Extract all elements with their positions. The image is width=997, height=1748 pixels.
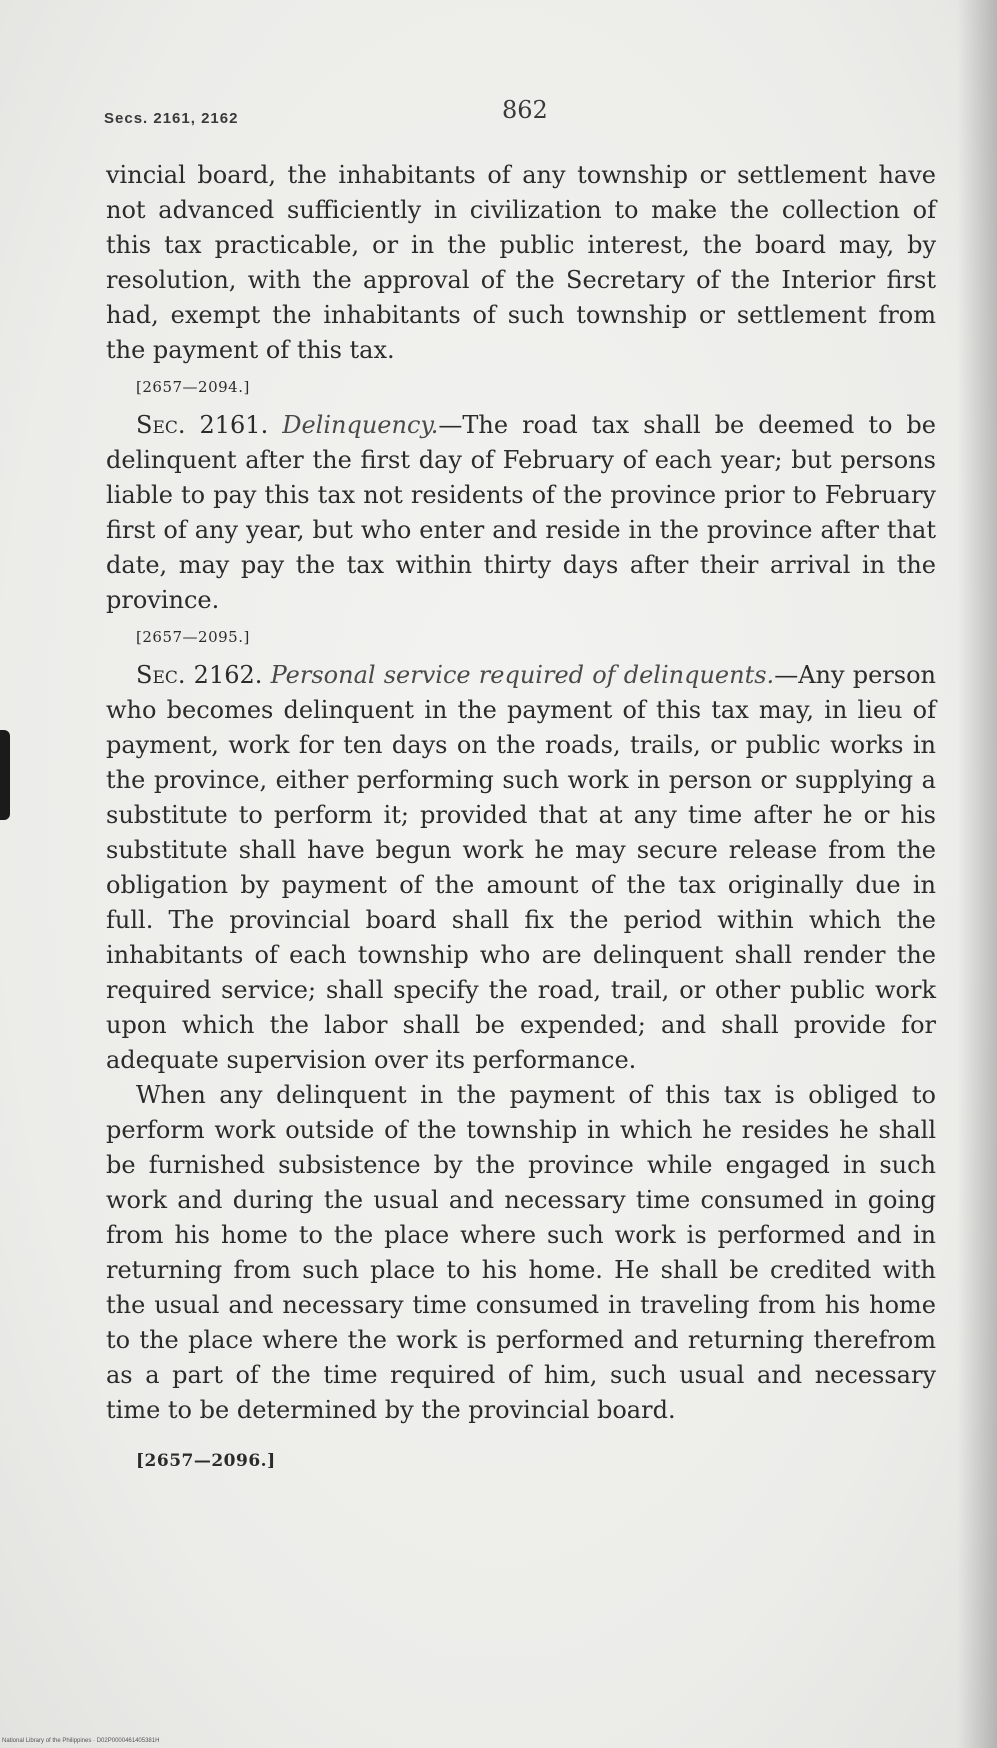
page-edge-shadow: [957, 0, 997, 1748]
section-2162: [106, 658, 936, 1078]
sections-reference: Secs. 2161, 2162: [104, 110, 239, 127]
section-2162-paragraph-2: When any delinquent in the payment of this tax is obliged to perform work outside of the township in which he resides he shall be furnished subsistence by the province while engaged in such work and during the usual and necessary time consumed in going from his home to the place where such work is performed and in returning from such place to his home. He shall be credited with the usual and necessary time consumed in traveling from his home to the place where the work is performed and returning therefrom as a part of the time required of him, such usual and necessary time to be determined by the provincial board.: [106, 1081, 936, 1424]
page-number: 862: [502, 96, 548, 124]
continuation-paragraph: vincial board, the inhabitants of any township or settlement have not advanced sufficiently in civilization to make the collection of this tax practicable, or in the public interest, the board may, by resolution, with the approval of the Secretary of the Interior first had, exempt the inhabitants of such township or settlement from the payment of this tax.: [106, 161, 936, 364]
legislative-reference: [2657—2094.]: [136, 378, 250, 396]
section-label: Sec. 2161.: [136, 411, 269, 439]
legislative-reference: [2657—2096.]: [136, 1451, 276, 1471]
section-label: Sec. 2162.: [136, 661, 263, 689]
legislative-reference: [2657—2095.]: [136, 628, 250, 646]
page-header: [104, 96, 934, 136]
source-footer: National Library of the Philippines · D02P0000461405381H: [2, 1738, 160, 1744]
binding-mark: [0, 730, 10, 820]
section-2161: [106, 408, 936, 618]
section-text: —The road tax shall be deemed to be delinquent after the first day of February of each year; but persons liable to pay this tax not residents of the province prior to February first of any year, but who enter and reside in the province after that date, may pay the tax within thirty days after their arrival in the province.: [106, 411, 937, 614]
section-text: —Any person who becomes delinquent in the payment of this tax may, in lieu of payment, work for ten days on the roads, trails, or public works in the province, either performing such work in person or supplying a substitute to perform it; provided that at any time after he or his substitute shall have begun work he may secure release from the obligation by payment of the amount of the tax originally due in full. The provincial board shall fix the period within which the inhabitants of each township who are delinquent shall render the required service; shall specify the road, trail, or other public work upon which the labor shall be expended; and shall provide for adequate supervision over its performance.: [106, 661, 936, 1074]
section-title: Personal service required of delinquents.: [270, 661, 775, 689]
body-text: [106, 158, 936, 1482]
section-title: Delinquency.: [282, 411, 439, 439]
